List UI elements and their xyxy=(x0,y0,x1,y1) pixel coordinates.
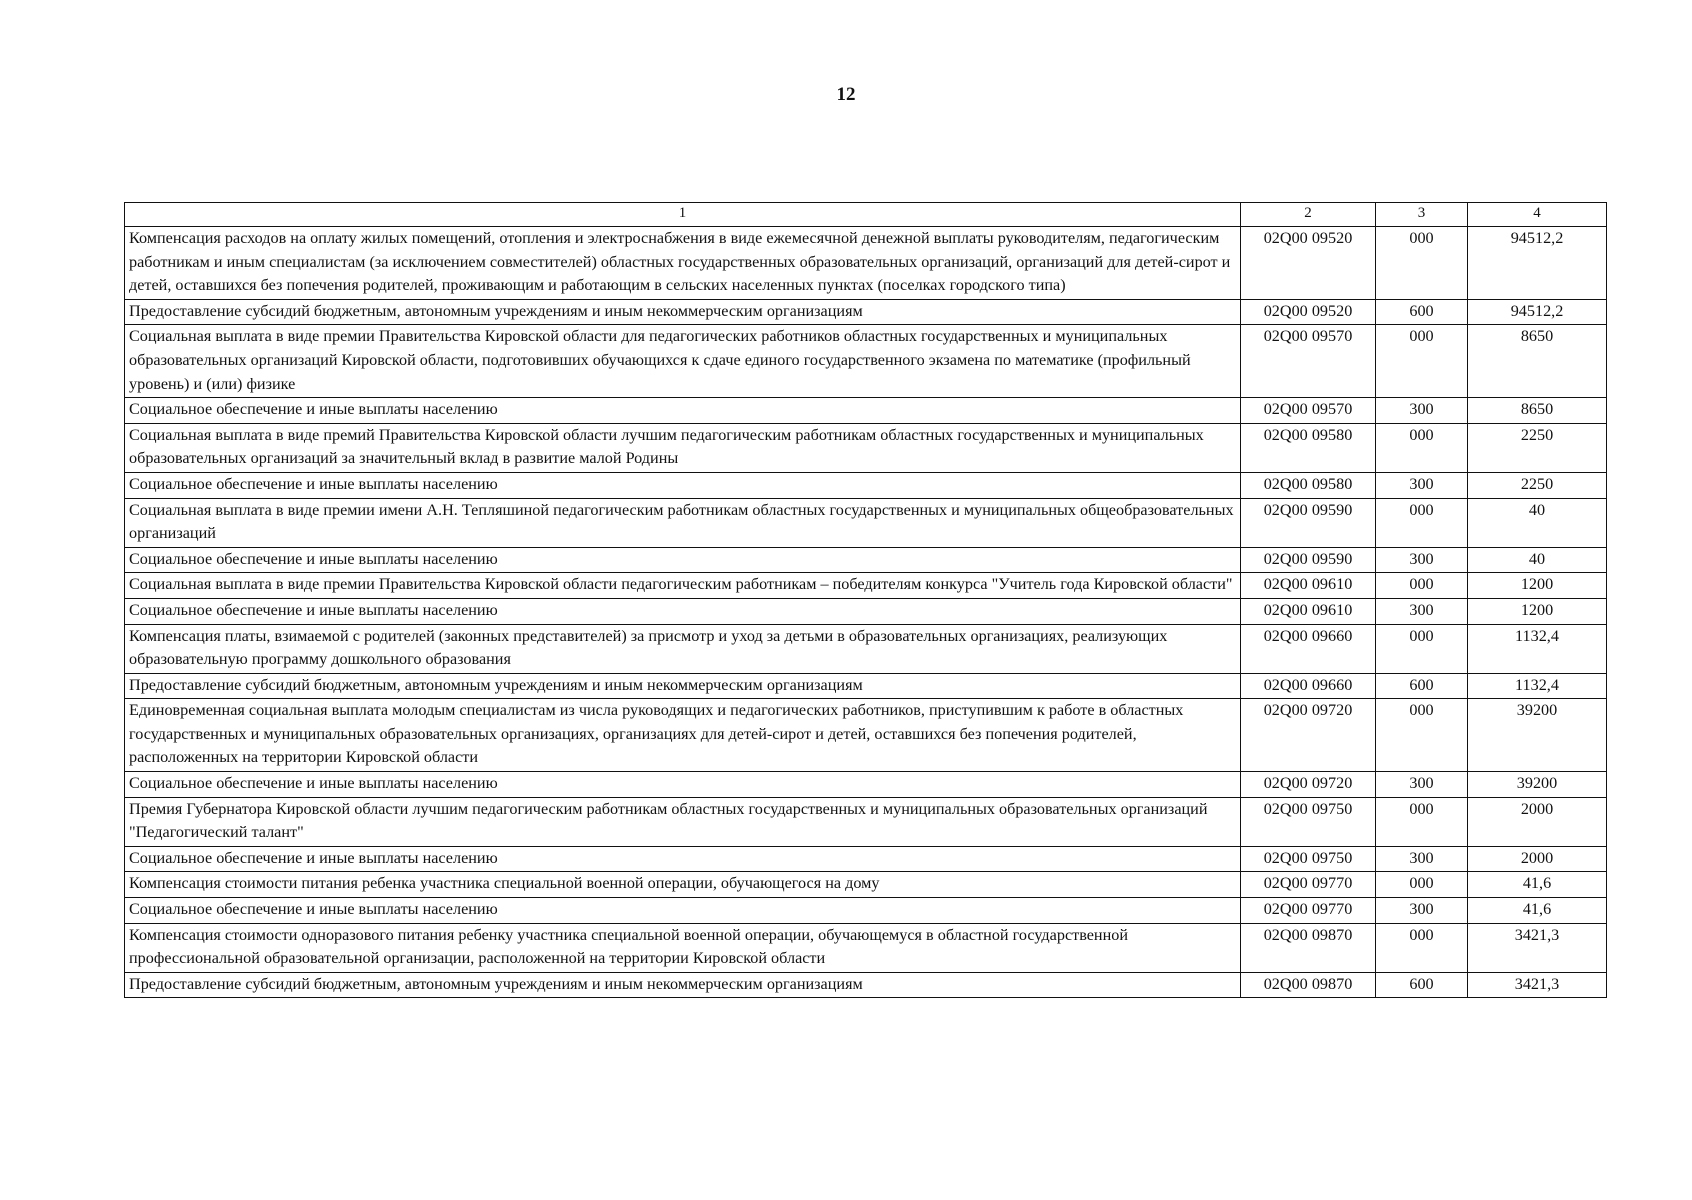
table-row xyxy=(125,227,1607,300)
row-type-cell: 000 xyxy=(1376,797,1468,846)
row-amount-cell: 8650 xyxy=(1468,325,1607,398)
table-row xyxy=(125,797,1607,846)
row-code-cell: 02Q00 09870 xyxy=(1241,972,1376,998)
table-row xyxy=(125,898,1607,924)
table-body xyxy=(125,227,1607,998)
row-code-cell: 02Q00 09610 xyxy=(1241,598,1376,624)
table-row xyxy=(125,573,1607,599)
row-type-cell: 600 xyxy=(1376,299,1468,325)
row-code-cell: 02Q00 09570 xyxy=(1241,398,1376,424)
row-code-cell: 02Q00 09770 xyxy=(1241,898,1376,924)
table-row xyxy=(125,846,1607,872)
row-type-cell: 600 xyxy=(1376,673,1468,699)
table-row xyxy=(125,472,1607,498)
row-amount-cell: 1200 xyxy=(1468,573,1607,599)
row-name-cell: Социальное обеспечение и иные выплаты населению xyxy=(125,547,1241,573)
row-amount-cell: 3421,3 xyxy=(1468,923,1607,972)
row-code-cell: 02Q00 09590 xyxy=(1241,547,1376,573)
row-code-cell: 02Q00 09610 xyxy=(1241,573,1376,599)
row-amount-cell: 2250 xyxy=(1468,423,1607,472)
row-code-cell: 02Q00 09580 xyxy=(1241,423,1376,472)
row-code-cell: 02Q00 09750 xyxy=(1241,797,1376,846)
row-type-cell: 000 xyxy=(1376,325,1468,398)
table-row xyxy=(125,598,1607,624)
row-name-cell: Социальное обеспечение и иные выплаты населению xyxy=(125,898,1241,924)
row-type-cell: 300 xyxy=(1376,898,1468,924)
row-name-cell: Предоставление субсидий бюджетным, автономным учреждениям и иным некоммерческим организациям xyxy=(125,972,1241,998)
row-type-cell: 000 xyxy=(1376,227,1468,300)
row-amount-cell: 2000 xyxy=(1468,797,1607,846)
row-type-cell: 300 xyxy=(1376,398,1468,424)
row-name-cell: Компенсация расходов на оплату жилых помещений, отопления и электроснабжения в виде ежемесячной денежной выплаты руководителям, педагогическим работникам и иным специалистам (за исключением совместителей) областных государственных образовательных организаций, организаций для детей-сирот и детей, оставшихся без попечения родителей, проживающим и работающим в сельских населенных пунктах (поселках городского типа) xyxy=(125,227,1241,300)
row-type-cell: 000 xyxy=(1376,423,1468,472)
row-type-cell: 000 xyxy=(1376,624,1468,673)
row-amount-cell: 94512,2 xyxy=(1468,299,1607,325)
row-amount-cell: 40 xyxy=(1468,547,1607,573)
row-type-cell: 600 xyxy=(1376,972,1468,998)
row-type-cell: 000 xyxy=(1376,872,1468,898)
row-code-cell: 02Q00 09570 xyxy=(1241,325,1376,398)
row-name-cell: Социальная выплата в виде премий Правительства Кировской области лучшим педагогическим работникам областных государственных и муниципальных образовательных организаций за значительный вклад в развитие малой Родины xyxy=(125,423,1241,472)
row-code-cell: 02Q00 09660 xyxy=(1241,624,1376,673)
row-type-cell: 000 xyxy=(1376,699,1468,772)
table-row xyxy=(125,423,1607,472)
row-type-cell: 300 xyxy=(1376,846,1468,872)
row-code-cell: 02Q00 09520 xyxy=(1241,299,1376,325)
row-type-cell: 300 xyxy=(1376,547,1468,573)
table-row xyxy=(125,673,1607,699)
row-name-cell: Социальное обеспечение и иные выплаты населению xyxy=(125,772,1241,798)
row-amount-cell: 2250 xyxy=(1468,472,1607,498)
row-name-cell: Социальная выплата в виде премии имени А.Н. Тепляшиной педагогическим работникам областных государственных и муниципальных общеобразовательных организаций xyxy=(125,498,1241,547)
table-row xyxy=(125,772,1607,798)
row-name-cell: Компенсация стоимости питания ребенка участника специальной военной операции, обучающегося на дому xyxy=(125,872,1241,898)
row-name-cell: Единовременная социальная выплата молодым специалистам из числа руководящих и педагогических работников, приступившим к работе в областных государственных и муниципальных образовательных организациях, организациях для детей-сирот и детей, оставшихся без попечения родителей, расположенных на территории Кировской области xyxy=(125,699,1241,772)
table-row xyxy=(125,872,1607,898)
row-type-cell: 000 xyxy=(1376,923,1468,972)
table-row xyxy=(125,325,1607,398)
row-name-cell: Социальное обеспечение и иные выплаты населению xyxy=(125,398,1241,424)
table-row xyxy=(125,547,1607,573)
column-header-1: 1 xyxy=(125,203,1241,227)
row-amount-cell: 8650 xyxy=(1468,398,1607,424)
row-name-cell: Компенсация платы, взимаемой с родителей (законных представителей) за присмотр и уход за детьми в образовательных организациях, реализующих образовательную программу дошкольного образования xyxy=(125,624,1241,673)
row-code-cell: 02Q00 09870 xyxy=(1241,923,1376,972)
row-amount-cell: 2000 xyxy=(1468,846,1607,872)
row-code-cell: 02Q00 09590 xyxy=(1241,498,1376,547)
table-row xyxy=(125,972,1607,998)
row-name-cell: Социальная выплата в виде премии Правительства Кировской области для педагогических работников областных государственных и муниципальных образовательных организаций Кировской области, подготовивших обучающихся к сдаче единого государственного экзамена по математике (профильный уровень) и (или) физике xyxy=(125,325,1241,398)
column-header-2: 2 xyxy=(1241,203,1376,227)
row-code-cell: 02Q00 09720 xyxy=(1241,699,1376,772)
table-row xyxy=(125,398,1607,424)
row-type-cell: 300 xyxy=(1376,772,1468,798)
row-type-cell: 300 xyxy=(1376,598,1468,624)
budget-table xyxy=(124,202,1607,998)
table-row xyxy=(125,624,1607,673)
row-name-cell: Социальное обеспечение и иные выплаты населению xyxy=(125,846,1241,872)
row-amount-cell: 1132,4 xyxy=(1468,673,1607,699)
row-code-cell: 02Q00 09660 xyxy=(1241,673,1376,699)
table-row xyxy=(125,699,1607,772)
row-amount-cell: 41,6 xyxy=(1468,872,1607,898)
row-type-cell: 000 xyxy=(1376,573,1468,599)
row-amount-cell: 3421,3 xyxy=(1468,972,1607,998)
row-name-cell: Социальное обеспечение и иные выплаты населению xyxy=(125,472,1241,498)
row-code-cell: 02Q00 09770 xyxy=(1241,872,1376,898)
row-code-cell: 02Q00 09750 xyxy=(1241,846,1376,872)
row-name-cell: Предоставление субсидий бюджетным, автономным учреждениям и иным некоммерческим организациям xyxy=(125,673,1241,699)
row-name-cell: Премия Губернатора Кировской области лучшим педагогическим работникам областных государственных и муниципальных образовательных организаций "Педагогический талант" xyxy=(125,797,1241,846)
row-code-cell: 02Q00 09580 xyxy=(1241,472,1376,498)
row-name-cell: Компенсация стоимости одноразового питания ребенку участника специальной военной операции, обучающемуся в областной государственной профессиональной образовательной организации, расположенной на территории Кировской области xyxy=(125,923,1241,972)
row-amount-cell: 39200 xyxy=(1468,772,1607,798)
row-amount-cell: 41,6 xyxy=(1468,898,1607,924)
table-header-row xyxy=(125,203,1607,227)
row-type-cell: 000 xyxy=(1376,498,1468,547)
row-name-cell: Социальная выплата в виде премии Правительства Кировской области педагогическим работникам – победителям конкурса "Учитель года Кировской области" xyxy=(125,573,1241,599)
row-name-cell: Социальное обеспечение и иные выплаты населению xyxy=(125,598,1241,624)
row-type-cell: 300 xyxy=(1376,472,1468,498)
row-name-cell: Предоставление субсидий бюджетным, автономным учреждениям и иным некоммерческим организациям xyxy=(125,299,1241,325)
page-number: 12 xyxy=(836,84,856,105)
row-amount-cell: 40 xyxy=(1468,498,1607,547)
table-row xyxy=(125,498,1607,547)
table-row xyxy=(125,299,1607,325)
row-code-cell: 02Q00 09520 xyxy=(1241,227,1376,300)
table-row xyxy=(125,923,1607,972)
row-amount-cell: 1132,4 xyxy=(1468,624,1607,673)
row-code-cell: 02Q00 09720 xyxy=(1241,772,1376,798)
column-header-4: 4 xyxy=(1468,203,1607,227)
column-header-3: 3 xyxy=(1376,203,1468,227)
row-amount-cell: 1200 xyxy=(1468,598,1607,624)
row-amount-cell: 94512,2 xyxy=(1468,227,1607,300)
row-amount-cell: 39200 xyxy=(1468,699,1607,772)
